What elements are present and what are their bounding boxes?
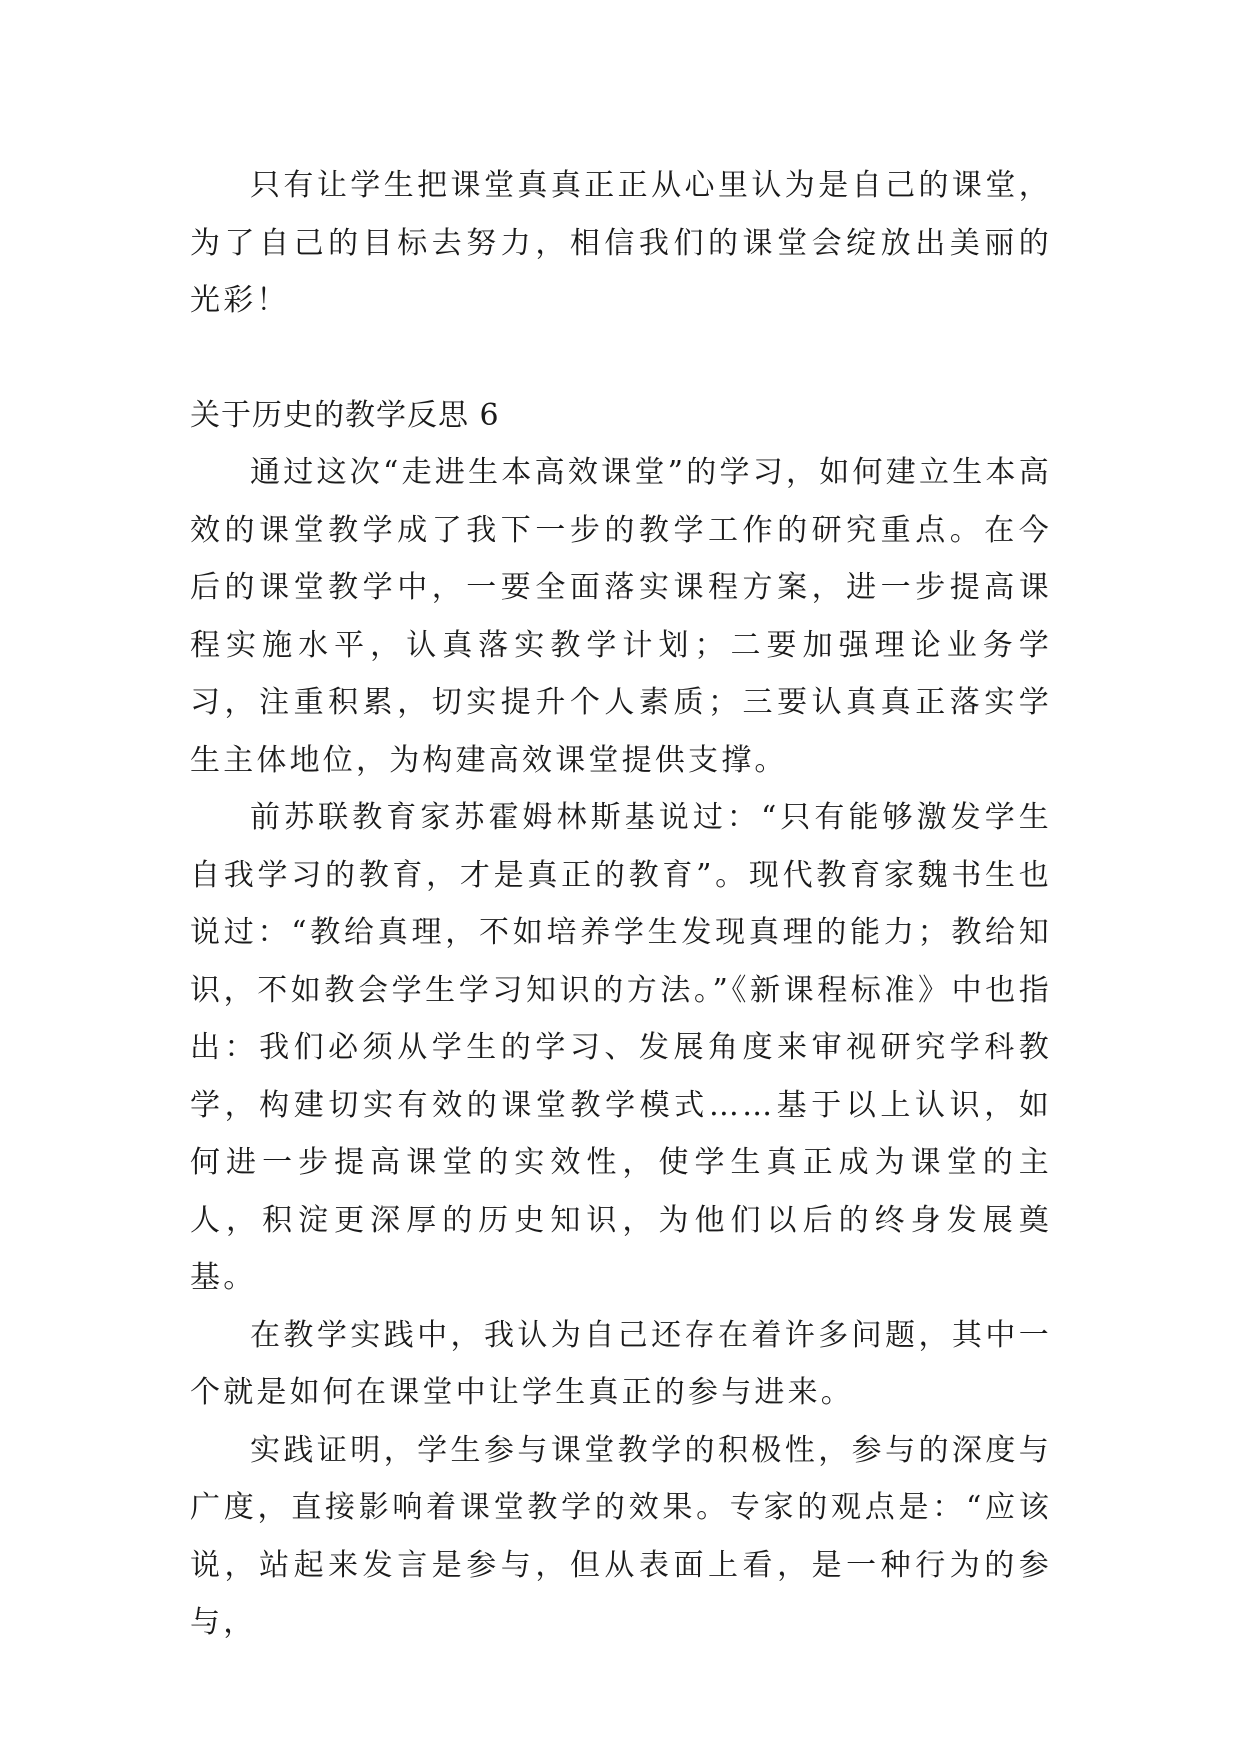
paragraph-1: 通过这次“走进生本高效课堂”的学习，如何建立生本高效的课堂教学成了我下一步的教学工作的研究重点。在今后的课堂教学中，一要全面落实课程方案，进一步提高课程实施水平，认真落实教学计划；二要加强理论业务学习，注重积累，切实提升个人素质；三要认真真正落实学生主体地位，为构建高效课堂提供支撑。 [190,455,1052,778]
document-body [190,157,1052,1652]
section-title: 关于历史的教学反思 6 [190,397,500,433]
paragraph-2: 前苏联教育家苏霍姆林斯基说过：“只有能够激发学生自我学习的教育，才是真正的教育”。现代教育家魏书生也说过：“教给真理，不如培养学生发现真理的能力；教给知识，不如教会学生学习知识的方法。”《新课程标准》中也指出：我们必须从学生的学习、发展角度来审视研究学科教学，构建切实有效的课堂教学模式……基于以上认识，如何进一步提高课堂的实效性，使学生真正成为课堂的主人，积淀更深厚的历史知识，为他们以后的终身发展奠基。 [190,800,1052,1295]
paragraph-4: 实践证明，学生参与课堂教学的积极性，参与的深度与广度，直接影响着课堂教学的效果。专家的观点是：“应该说，站起来发言是参与，但从表面上看，是一种行为的参与， [190,1432,1052,1640]
paragraph-3: 在教学实践中，我认为自己还存在着许多问题，其中一个就是如何在课堂中让学生真正的参与进来。 [190,1317,1052,1410]
intro-paragraph: 只有让学生把课堂真真正正从心里认为是自己的课堂，为了自己的目标去努力，相信我们的课堂会绽放出美丽的光彩！ [190,168,1052,318]
